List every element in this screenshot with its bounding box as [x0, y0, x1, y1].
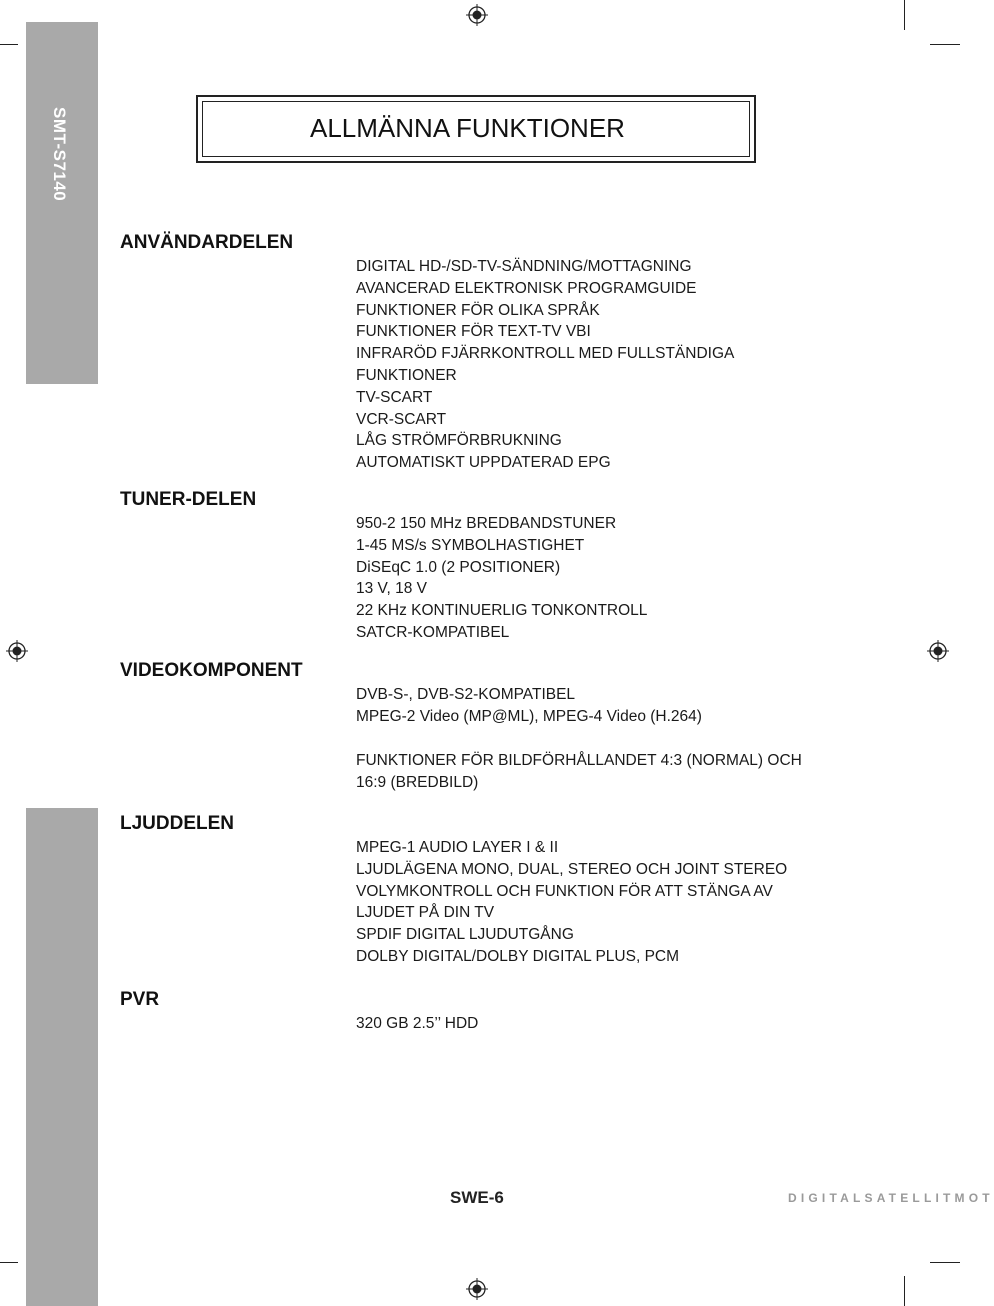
list-item: LJUDET PÅ DIN TV	[356, 904, 495, 922]
list-item: 16:9 (BREDBILD)	[356, 773, 479, 791]
side-tab-lower	[26, 808, 98, 1306]
list-item: LJUDLÄGENA MONO, DUAL, STEREO OCH JOINT STEREO	[356, 860, 788, 878]
list-item: VOLYMKONTROLL OCH FUNKTION FÖR ATT STÄNGA AV	[356, 882, 773, 900]
title-box	[196, 95, 756, 163]
list-item: SATCR-KOMPATIBEL	[356, 623, 510, 641]
section-list-pvr	[356, 1013, 478, 1035]
footer-brand: DIGITALSATELLITMOT	[788, 1191, 994, 1205]
list-item: DIGITAL HD-/SD-TV-SÄNDNING/MOTTAGNING	[356, 258, 692, 275]
model-tab-label: SMT-S7140	[50, 107, 69, 202]
list-item: LÅG STRÖMFÖRBRUKNING	[356, 432, 562, 450]
list-item: SPDIF DIGITAL LJUDUTGÅNG	[356, 926, 574, 944]
crop-mark	[904, 0, 905, 30]
registration-mark-icon	[466, 1278, 488, 1300]
list-item: VCR-SCART	[356, 410, 447, 428]
section-label-anvandardelen: ANVÄNDARDELEN	[120, 232, 294, 253]
list-item: 22 KHz KONTINUERLIG TONKONTROLL	[356, 602, 648, 620]
page-title: ALLMÄNNA FUNKTIONER	[310, 113, 625, 143]
crop-mark	[0, 1262, 18, 1263]
list-item: MPEG-2 Video (MP@ML), MPEG-4 Video (H.264)	[356, 707, 702, 725]
list-item: FUNKTIONER FÖR TEXT-TV VBI	[356, 323, 591, 341]
section-label-videokomponent: VIDEOKOMPONENT	[120, 660, 303, 681]
crop-mark	[930, 44, 960, 45]
crop-mark	[904, 1276, 905, 1306]
side-tab	[26, 22, 98, 384]
list-item: INFRARÖD FJÄRRKONTROLL MED FULLSTÄNDIGA	[356, 345, 735, 363]
list-item: DiSEqC 1.0 (2 POSITIONER)	[356, 558, 561, 576]
registration-mark-icon	[466, 4, 488, 26]
list-item: AVANCERAD ELEKTRONISK PROGRAMGUIDE	[356, 279, 697, 297]
registration-mark-icon	[6, 640, 28, 662]
list-item: FUNKTIONER FÖR OLIKA SPRÅK	[356, 301, 600, 319]
list-item: TV-SCART	[356, 388, 433, 406]
section-list-tuner-delen	[356, 513, 647, 644]
list-item: AUTOMATISKT UPPDATERAD EPG	[356, 454, 611, 472]
list-item: MPEG-1 AUDIO LAYER I & II	[356, 839, 559, 856]
list-item: FUNKTIONER FÖR BILDFÖRHÅLLANDET 4:3 (NORMAL) OCH	[356, 752, 802, 769]
list-item: 13 V, 18 V	[356, 580, 427, 598]
section-label-tuner-delen: TUNER-DELEN	[120, 489, 257, 510]
list-item: 320 GB 2.5’’ HDD	[356, 1015, 479, 1032]
section-list-videokomponent	[356, 684, 702, 728]
registration-mark-icon	[927, 640, 949, 662]
list-item: 1-45 MS/s SYMBOLHASTIGHET	[356, 536, 585, 554]
list-item: DOLBY DIGITAL/DOLBY DIGITAL PLUS, PCM	[356, 947, 680, 965]
section-list-anvandardelen	[356, 256, 734, 474]
crop-mark	[0, 44, 18, 45]
list-item: 950-2 150 MHz BREDBANDSTUNER	[356, 515, 617, 532]
section-label-ljuddelen: LJUDDELEN	[120, 813, 235, 834]
section-list-ljuddelen	[356, 837, 787, 968]
list-item: DVB-S-, DVB-S2-KOMPATIBEL	[356, 686, 576, 703]
section-list-videokomponent-extra	[356, 750, 802, 794]
crop-mark	[930, 1262, 960, 1263]
list-item: FUNKTIONER	[356, 366, 457, 384]
page-number: SWE-6	[450, 1188, 504, 1207]
section-label-pvr: PVR	[120, 989, 160, 1010]
